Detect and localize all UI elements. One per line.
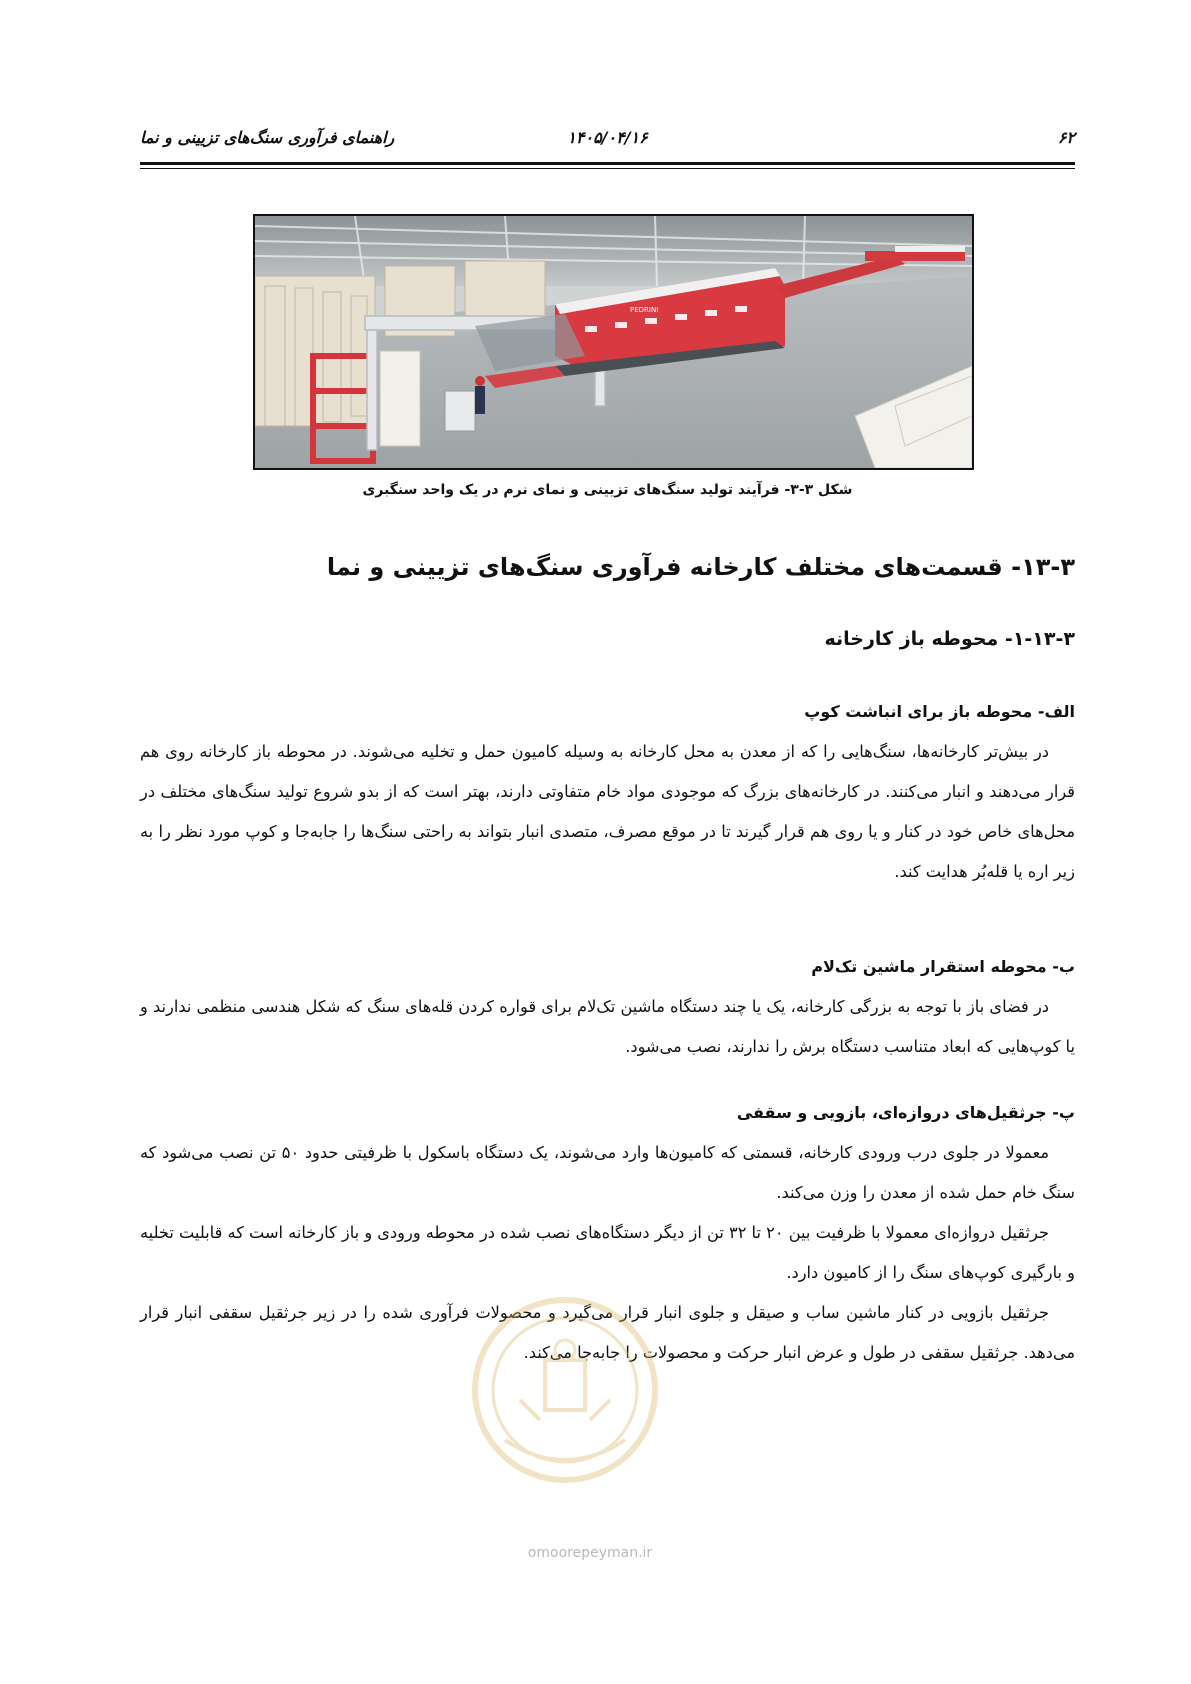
watermark-url: omoorepeyman.ir — [527, 1545, 653, 1561]
part-c-title: پ- جرثقیل‌های دروازه‌ای، بازویی و سقفی — [736, 1103, 1075, 1122]
subsection-heading: ۱-۱۳-۳- محوطه باز کارخانه — [824, 628, 1075, 650]
part-b-paragraph — [140, 987, 1075, 1067]
section-heading: ۱۳-۳- قسمت‌های مختلف کارخانه فرآوری سنگ‌های تزیینی و نما — [326, 553, 1075, 581]
factory-photo — [253, 214, 974, 470]
part-c-paragraph-1 — [140, 1133, 1075, 1213]
part-c-text-1: معمولا در جلوی درب ورودی کارخانه، قسمتی که کامیون‌ها وارد می‌شوند، یک دستگاه باسکول با ظرفیتی حدود ۵۰ تن نصب می‌شود که سنگ خام حمل شده از معدن را وزن می‌کند. — [140, 1143, 1075, 1202]
header-date: ۱۴۰۵/۰۴/۱۶ — [567, 128, 648, 147]
page-number: ۶۲ — [1057, 128, 1075, 147]
header-rule — [140, 162, 1075, 165]
part-a-paragraph — [140, 732, 1075, 892]
part-b-text: در فضای باز با توجه به بزرگی کارخانه، یک یا چند دستگاه ماشین تک‌لام برای قواره کردن قله‌های سنگ که شکل هندسی منظمی ندارند و یا کوپ‌هایی که ابعاد متناسب دستگاه برش را ندارند، نصب می‌شود. — [140, 997, 1075, 1056]
part-a-text: در بیش‌تر کارخانه‌ها، سنگ‌هایی را که از معدن به محل کارخانه به وسیله کامیون حمل و تخلیه می‌شوند. در محوطه باز کارخانه روی هم قرار می‌دهند و انبار می‌کنند. در کارخانه‌های بزرگ که موجودی مواد خام متفاوتی دارند، بهتر است که از بدو شروع تولید سنگ‌های مختلف در محل‌های خاص خود در کنار و یا روی هم قرار گیرند تا در موقع مصرف، متصدی انبار بتواند به راحتی سنگ‌ها را جابه‌جا و کوپ مورد نظر را به زیر اره یا قلەبُر هدایت کند. — [140, 742, 1075, 881]
part-a-title: الف- محوطه باز برای انباشت کوپ — [804, 702, 1075, 721]
figure-caption: شکل ۳-۳- فرآیند تولید سنگ‌های تزیینی و نمای نرم در یک واحد سنگبری — [362, 482, 853, 498]
part-c-paragraph-2 — [140, 1213, 1075, 1293]
part-c-text-3: جرثقیل بازویی در کنار ماشین ساب و صیقل و جلوی انبار قرار می‌گیرد و محصولات فرآوری شده را در زیر جرثقیل سقفی انبار قرار می‌دهد. جرثقیل سقفی در طول و عرض انبار حرکت و محصولات را جابه‌جا می‌کند. — [140, 1303, 1075, 1362]
machine-brand-label: PEDRINI — [630, 306, 659, 314]
watermark-seal — [465, 1290, 665, 1550]
header-rule-thin — [140, 168, 1075, 169]
header-title: راهنمای فرآوری سنگ‌های تزیینی و نما — [140, 128, 395, 147]
part-b-title: ب- محوطه استقرار ماشین تک‌لام — [811, 957, 1075, 976]
part-c-text-2: جرثقیل دروازه‌ای معمولا با ظرفیت بین ۲۰ تا ۳۲ تن از دیگر دستگاه‌های نصب شده در محوطه ورودی و باز کارخانه است که قابلیت تخلیه و بارگیری کوپ‌های سنگ را از کامیون دارد. — [140, 1223, 1075, 1282]
running-header — [140, 128, 1075, 152]
